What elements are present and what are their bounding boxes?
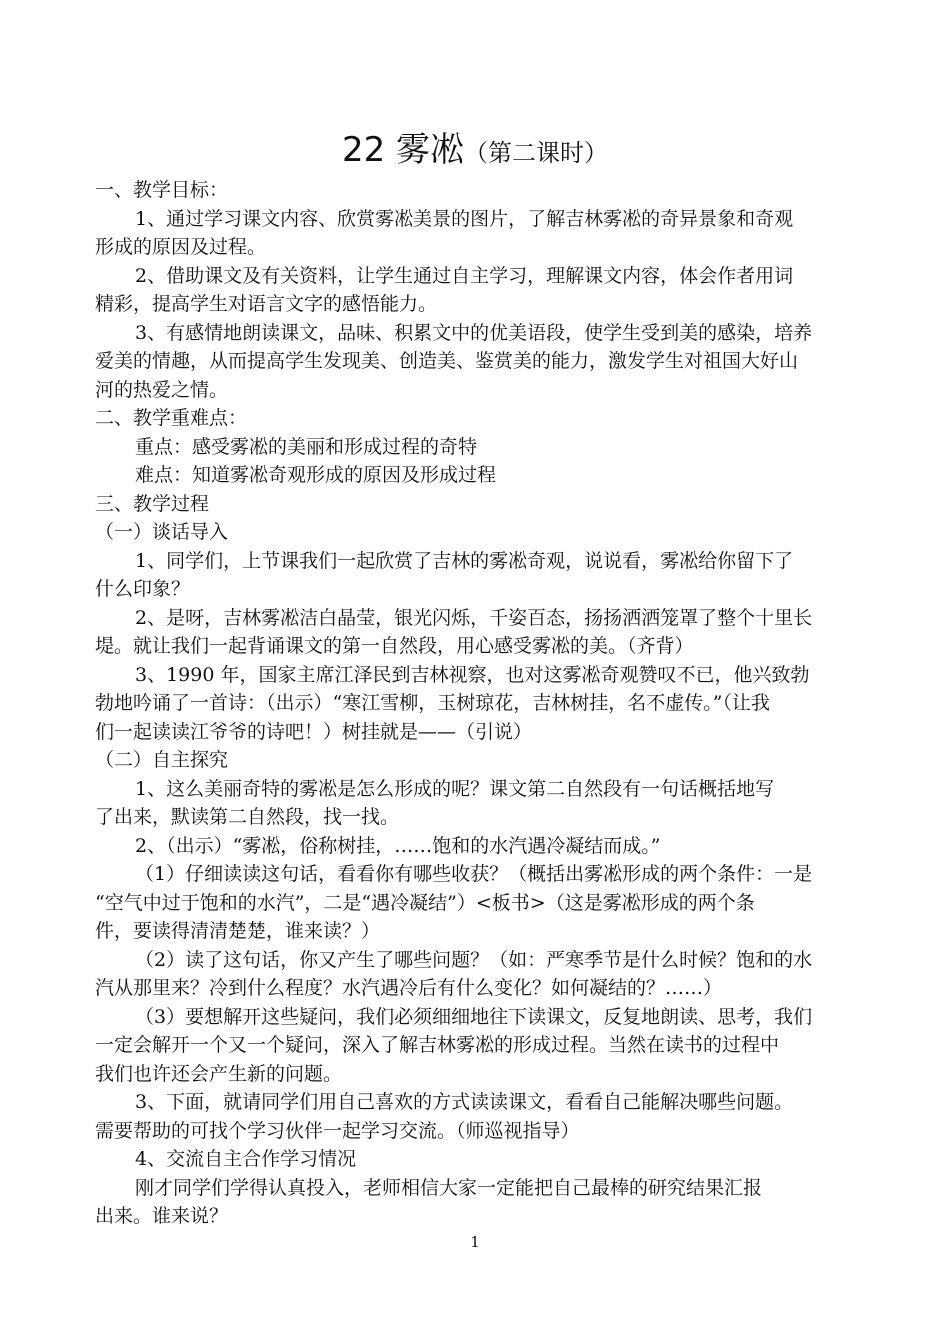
text-line: 2、（出示）“雾凇，俗称树挂，……饱和的水汽遇冷凝结而成。”	[135, 834, 661, 857]
text-line: 件，要读得清清楚楚，谁来读？）	[95, 920, 381, 942]
text-line: 河的热爱之情。	[95, 378, 229, 401]
text-line: 了出来，默读第二自然段，找一找。	[95, 806, 400, 828]
text-line: 3、1990 年，国家主席江泽民到吉林视察，也对这雾凇奇观赞叹不已，他兴致勃	[135, 663, 810, 686]
text-line: 3、有感情地朗读课文，品味、积累文中的优美语段，使学生受到美的感染，培养	[135, 321, 813, 344]
text-line: （2）读了这句话，你又产生了哪些问题？（如：严寒季节是什么时候？饱和的水	[135, 948, 813, 971]
title-main: 22 雾凇	[341, 130, 465, 170]
text-line: 三、教学过程	[95, 492, 210, 515]
document-title	[0, 122, 950, 171]
text-line: 汽从那里来？冷到什么程度？水汽遇冷后有什么变化？如何凝结的？……）	[95, 977, 723, 999]
text-line: 勃地吟诵了一首诗：（出示）“寒江雪柳，玉树琼花，吉林树挂，名不虚传。”（让我	[95, 692, 770, 714]
text-line: “空气中过于饱和的水汽”，二是“遇冷凝结”）<板书>（这是雾凇形成的两个条	[95, 891, 755, 914]
text-line: 出来。谁来说？	[95, 1205, 229, 1227]
text-line: 什么印象？	[95, 578, 191, 600]
text-line: （一）谈话导入	[95, 521, 229, 543]
text-line: 爱美的情趣，从而提高学生发现美、创造美、鉴赏美的能力，激发学生对祖国大好山	[95, 350, 799, 372]
page-number: 1	[470, 1233, 480, 1251]
text-line: 2、是呀，吉林雾凇洁白晶莹，银光闪烁，千姿百态，扬扬洒洒笼罩了整个十里长	[135, 606, 813, 629]
text-line: 重点：感受雾凇的美丽和形成过程的奇特	[135, 435, 478, 458]
text-line: 二、教学重难点：	[95, 407, 248, 429]
text-line: （1）仔细读读这句话，看看你有哪些收获？（概括出雾凇形成的两个条件：一是	[135, 863, 813, 885]
text-line: 2、借助课文及有关资料，让学生通过自主学习，理解课文内容，体会作者用词	[135, 264, 794, 287]
text-line: 形成的原因及过程。	[95, 236, 267, 258]
text-line: 1、通过学习课文内容、欣赏雾凇美景的图片，了解吉林雾凇的奇异景象和奇观	[135, 207, 794, 230]
text-line: 堤。就让我们一起背诵课文的第一自然段，用心感受雾凇的美。（齐背）	[95, 635, 694, 657]
text-line: 我们也许还会产生新的问题。	[95, 1062, 343, 1085]
document-body	[95, 176, 865, 1231]
text-line: 难点：知道雾凇奇观形成的原因及形成过程	[135, 464, 497, 486]
text-line: （3）要想解开这些疑问，我们必须细细地往下读课文，反复地朗读、思考，我们	[135, 1005, 813, 1028]
text-line: 刚才同学们学得认真投入，老师相信大家一定能把自己最棒的研究结果汇报	[135, 1176, 763, 1199]
text-line: 们一起读读江爷爷的诗吧！）树挂就是——（引说）	[95, 720, 533, 743]
text-line: （二）自主探究	[95, 749, 229, 771]
text-line: 一定会解开一个又一个疑问，深入了解吉林雾凇的形成过程。当然在读书的过程中	[95, 1034, 780, 1056]
text-line: 1、同学们，上节课我们一起欣赏了吉林的雾凇奇观，说说看，雾凇给你留下了	[135, 549, 794, 572]
text-line: 一、教学目标：	[95, 179, 229, 201]
text-line: 需要帮助的可找个学习伙伴一起学习交流。（师巡视指导）	[95, 1119, 580, 1142]
text-line: 1、这么美丽奇特的雾凇是怎么形成的呢？课文第二自然段有一句话概括地写	[135, 777, 775, 800]
text-line: 精彩，提高学生对语言文字的感悟能力。	[95, 293, 438, 315]
text-line: 3、下面，就请同学们用自己喜欢的方式读读课文，看看自己能解决哪些问题。	[135, 1091, 794, 1113]
text-line: 4、交流自主合作学习情况	[135, 1148, 357, 1170]
title-subtitle: （第二课时）	[464, 139, 609, 167]
